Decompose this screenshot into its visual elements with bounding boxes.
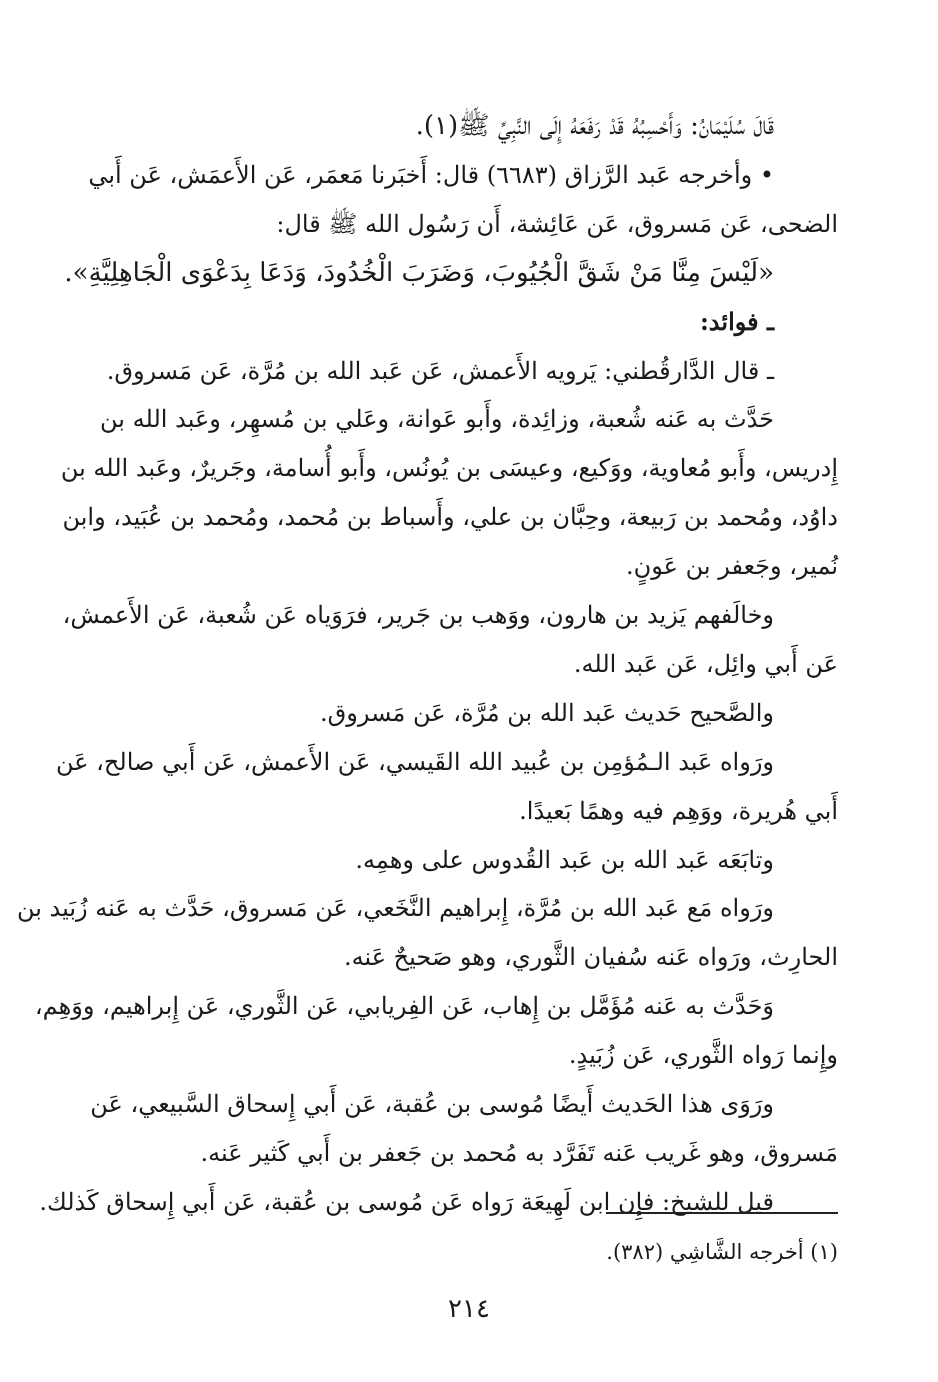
paragraph-line: ـ قال الدَّارقُطني: يَرويه الأَعمش، عَن عَبد الله بن مُرَّة، عَن مَسروق. bbox=[106, 356, 774, 385]
paragraph-line: وتابَعَه عَبد الله بن عَبد القُدوس على وهمِه. bbox=[355, 845, 774, 874]
section-heading: ـ فوائد: bbox=[699, 306, 774, 336]
paragraph-line: وَحَدَّث به عَنه مُؤَمَّل بن إِهاب، عَن الفِريابي، عَن الثَّوري، عَن إِبراهيم، ووَهِم، bbox=[34, 992, 774, 1021]
paragraph-line: ورَوَى هذا الحَديث أَيضًا مُوسى بن عُقبة، عَن أَبي إِسحاق السَّبيعي، عَن bbox=[90, 1090, 774, 1118]
paragraph-line: والصَّحيح حَديث عَبد الله بن مُرَّة، عَن مَسروق. bbox=[320, 698, 774, 727]
paragraph-line: أَبي هُريرة، ووَهِم فيه وهمًا بَعيدًا. bbox=[519, 796, 838, 825]
paragraph-line: عَن أَبي وائِل، عَن عَبد الله. bbox=[573, 649, 838, 678]
footnote-divider bbox=[606, 1212, 838, 1214]
paragraph-line: مَسروق، وهو غَريب عَنه تَفَرَّد به مُحمد بن جَعفر بن أَبي كَثير عَنه. bbox=[200, 1138, 838, 1167]
hadith-quote-line: «لَيْسَ مِنَّا مَنْ شَقَّ الْجُيُوبَ، وَضَرَبَ الْخُدُودَ، وَدَعَا بِدَعْوَى الْجَاهِلِيَّةِ». bbox=[64, 257, 774, 288]
paragraph-line: الضحى، عَن مَسروق، عَن عَائِشة، أَن رَسُول الله ﷺ قال: bbox=[276, 209, 838, 238]
paragraph-line: ورَواه مَع عَبد الله بن مُرَّة، إِبراهيم النَّخَعي، عَن مَسروق، حَدَّث به عَنه زُبَيد بن bbox=[16, 894, 774, 923]
hadith-conclusion-line: قَالَ سُلَيْمَانُ: وَأَحْسِبُهُ قَدْ رَفَعَهُ إِلَى النَّبِيِّ ﷺ(١). bbox=[415, 111, 774, 141]
paragraph-line: وخالَفهم يَزيد بن هارون، ووَهب بن جَرير، فرَوَياه عَن شُعبة، عَن الأَعمش، bbox=[62, 601, 774, 629]
paragraph-line: • وأخرجه عَبد الرَّزاق (٦٦٨٣) قال: أَخبَرنا مَعمَر، عَن الأَعمَش، عَن أَبي bbox=[88, 160, 774, 189]
paragraph-line: قيل للشيخ: فإِن ابن لَهِيعَة رَواه عَن مُوسى بن عُقبة، عَن أَبي إِسحاق كَذلك. bbox=[39, 1187, 774, 1216]
paragraph-line: إِدريس، وأَبو مُعاوية، ووَكيع، وعيسَى بن يُونُس، وأَبو أُسامة، وجَريرٌ، وعَبد الله بن bbox=[60, 454, 838, 483]
paragraph-line: الحارِث، ورَواه عَنه سُفيان الثَّوري، وهو صَحيحٌ عَنه. bbox=[343, 943, 838, 972]
paragraph-line: حَدَّث به عَنه شُعبة، وزائِدة، وأَبو عَوانة، وعَلي بن مُسهِر، وعَبد الله بن bbox=[100, 405, 774, 434]
paragraph-line: نُمير، وجَعفر بن عَونٍ. bbox=[626, 552, 838, 581]
paragraph-line: ورَواه عَبد الـمُؤمِن بن عُبيد الله القَيسي، عَن الأَعمش، عَن أَبي صالح، عَن bbox=[55, 747, 774, 776]
paragraph-line: وإِنما رَواه الثَّوري، عَن زُبَيدٍ. bbox=[568, 1041, 838, 1070]
page-number: ٢١٤ bbox=[448, 1294, 490, 1324]
paragraph-line: داوُد، ومُحمد بن رَبيعة، وحِبَّان بن علي، وأَسباط بن مُحمد، ومُحمد بن عُبَيد، وابن bbox=[62, 503, 838, 532]
footnote: (١) أخرجه الشَّاشِي (٣٨٢). bbox=[606, 1240, 838, 1264]
